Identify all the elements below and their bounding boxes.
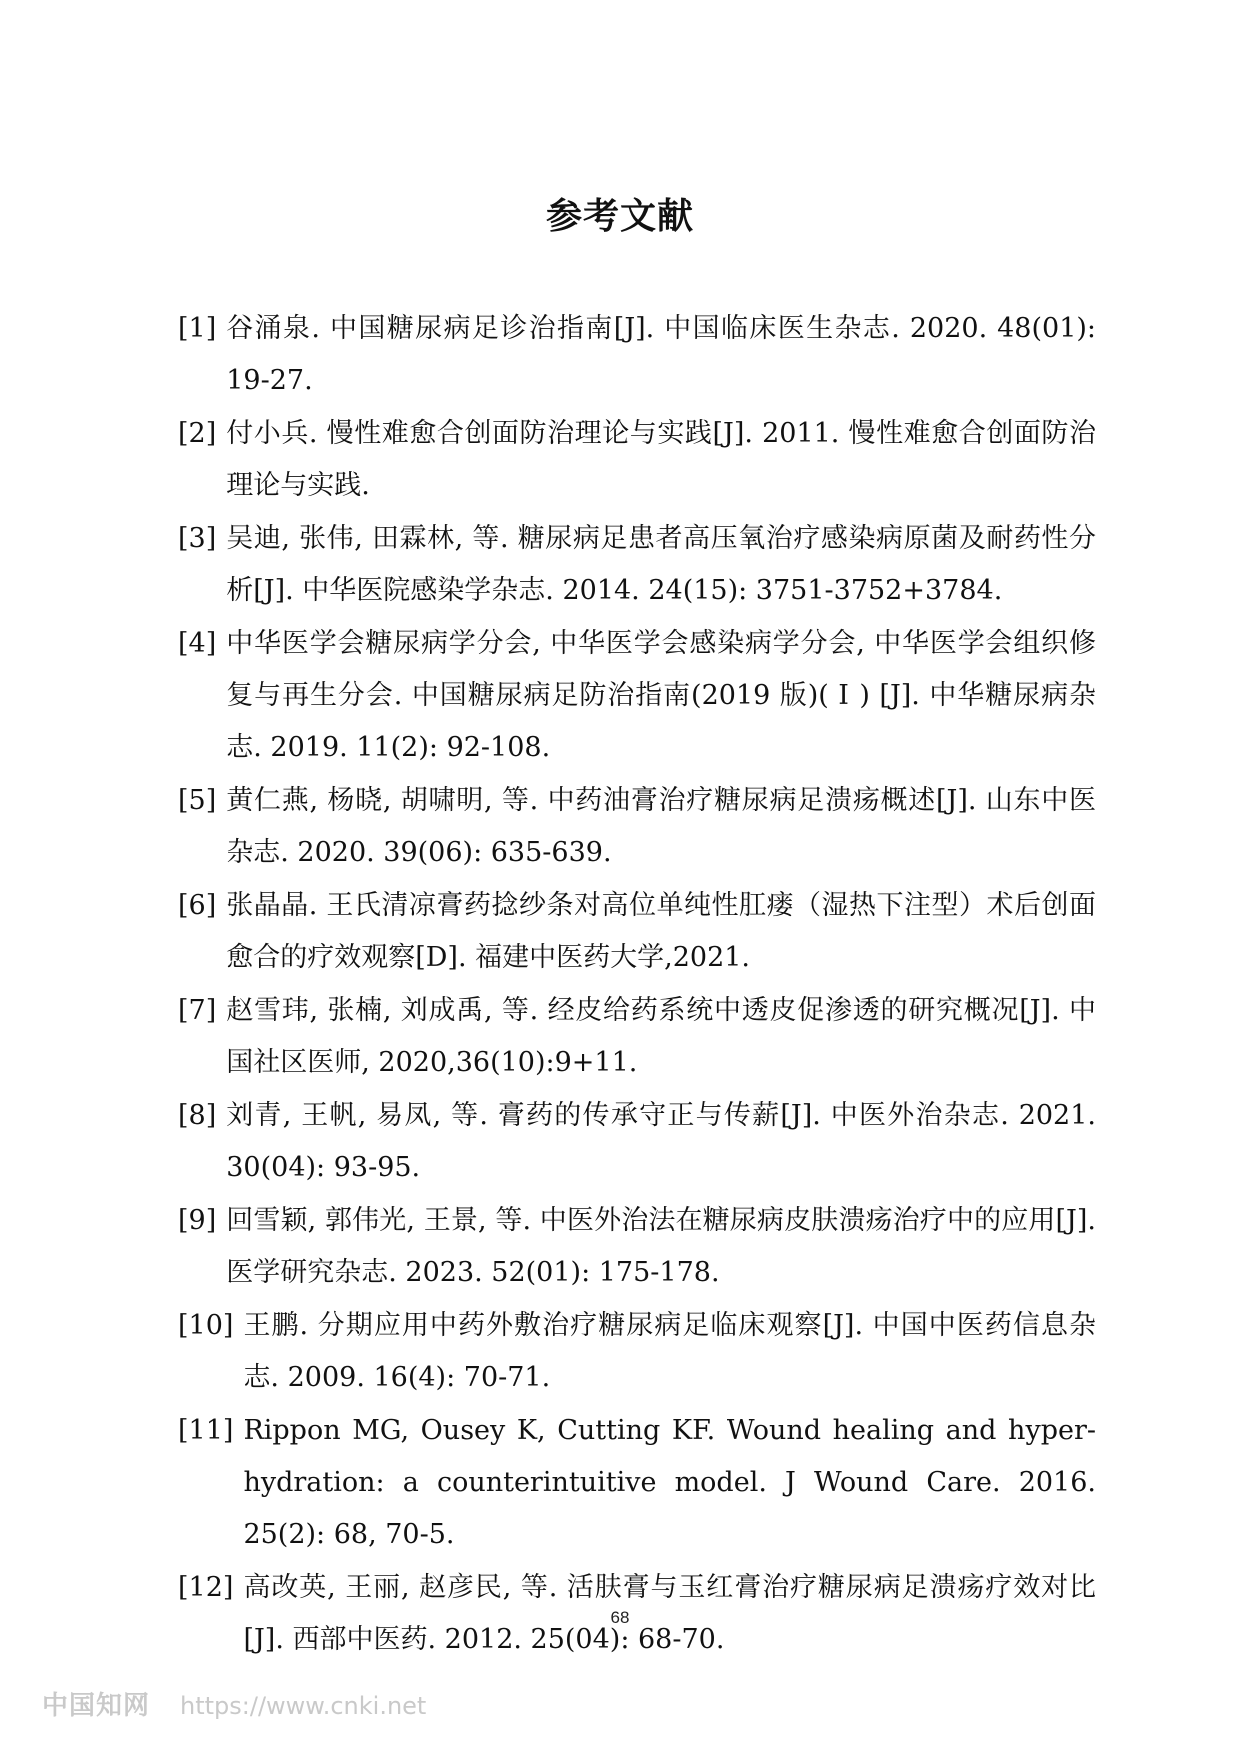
reference-number: [5]: [178, 785, 217, 816]
reference-text: 回雪颖, 郭伟光, 王景, 等. 中医外治法在糖尿病皮肤溃疡治疗中的应用[J]. 医学研究杂志. 2023. 52(01): 175-178.: [226, 1205, 1096, 1288]
reference-item: [178, 618, 1096, 774]
cnki-url: https://www.cnki.net: [180, 1692, 427, 1720]
reference-item: [178, 408, 1096, 512]
reference-number: [12]: [178, 1572, 234, 1603]
page-number: 68: [610, 1608, 630, 1627]
reference-text: 谷涌泉. 中国糖尿病足诊治指南[J]. 中国临床医生杂志. 2020. 48(01): 19-27.: [226, 313, 1096, 396]
reference-number: [6]: [178, 890, 217, 921]
reference-number: [1]: [178, 313, 217, 344]
reference-text: Rippon MG, Ousey K, Cutting KF. Wound healing and hyper-hydration: a counterintuitive model. J Wound Care. 2016. 25(2): 68, 70-5.: [243, 1415, 1096, 1550]
page-title: 参考文献: [545, 196, 694, 237]
reference-text: 赵雪玮, 张楠, 刘成禹, 等. 经皮给药系统中透皮促渗透的研究概况[J]. 中国社区医师, 2020,36(10):9+11.: [226, 995, 1096, 1078]
reference-number: [7]: [178, 995, 217, 1026]
reference-item: [178, 1405, 1096, 1561]
cnki-logo: 中国知网: [42, 1691, 151, 1721]
reference-item: [178, 1090, 1096, 1194]
reference-text: 张晶晶. 王氏清凉膏药捻纱条对高位单纯性肛瘘（湿热下注型）术后创面愈合的疗效观察[D]. 福建中医药大学,2021.: [226, 890, 1096, 973]
reference-text: 黄仁燕, 杨晓, 胡啸明, 等. 中药油膏治疗糖尿病足溃疡概述[J]. 山东中医杂志. 2020. 39(06): 635-639.: [226, 785, 1096, 868]
reference-text: 中华医学会糖尿病学分会, 中华医学会感染病学分会, 中华医学会组织修复与再生分会. 中国糖尿病足防治指南(2019 版)( Ⅰ ) [J]. 中华糖尿病杂志. 2019. 11(2): 92-108.: [226, 628, 1096, 763]
reference-text: 吴迪, 张伟, 田霖林, 等. 糖尿病足患者高压氧治疗感染病原菌及耐药性分析[J]. 中华医院感染学杂志. 2014. 24(15): 3751-3752+3784.: [226, 523, 1096, 606]
reference-text: 高改英, 王丽, 赵彦民, 等. 活肤膏与玉红膏治疗糖尿病足溃疡疗效对比[J]. 西部中医药. 2012. 25(04): 68-70.: [243, 1572, 1096, 1655]
reference-number: [2]: [178, 418, 217, 449]
reference-number: [4]: [178, 628, 217, 659]
reference-number: [11]: [178, 1415, 234, 1446]
reference-item: [178, 1195, 1096, 1299]
reference-text: 王鹏. 分期应用中药外敷治疗糖尿病足临床观察[J]. 中国中医药信息杂志. 2009. 16(4): 70-71.: [243, 1310, 1096, 1393]
reference-number: [8]: [178, 1100, 217, 1131]
reference-item: [178, 775, 1096, 879]
reference-number: [3]: [178, 523, 217, 554]
reference-number: [9]: [178, 1205, 217, 1236]
reference-text: 付小兵. 慢性难愈合创面防治理论与实践[J]. 2011. 慢性难愈合创面防治理论与实践.: [226, 418, 1096, 501]
reference-number: [10]: [178, 1310, 234, 1341]
reference-item: [178, 985, 1096, 1089]
reference-item: [178, 513, 1096, 617]
reference-item: [178, 1300, 1096, 1404]
reference-item: [178, 303, 1096, 407]
reference-text: 刘青, 王帆, 易凤, 等. 膏药的传承守正与传薪[J]. 中医外治杂志. 2021. 30(04): 93-95.: [226, 1100, 1096, 1183]
reference-item: [178, 880, 1096, 984]
cnki-watermark: [42, 1685, 426, 1722]
reference-list: [178, 303, 1096, 1667]
